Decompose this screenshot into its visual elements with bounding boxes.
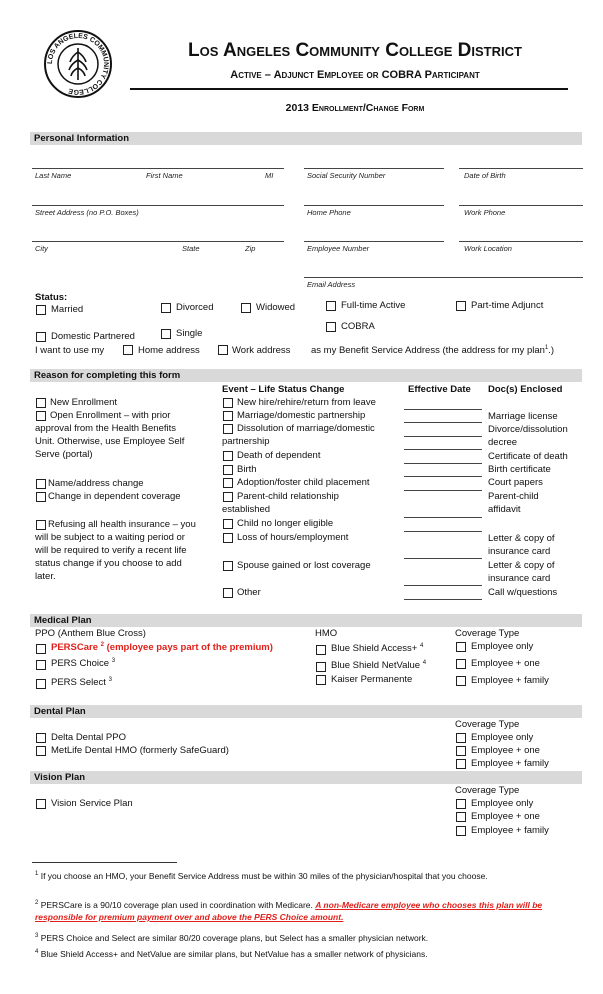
parttime-label: Part-time Adjunct <box>471 300 544 311</box>
doc-card-1: insurance card <box>488 546 551 557</box>
ssn-label: Social Security Number <box>307 171 386 180</box>
new-enrollment-checkbox[interactable] <box>36 398 46 408</box>
event-loss-hours-label: Loss of hours/employment <box>237 532 349 543</box>
reason-header: Reason for completing this form <box>30 369 582 382</box>
divorced-checkbox[interactable] <box>161 303 171 313</box>
widowed-label: Widowed <box>256 302 296 313</box>
personal-info-header: Personal Information <box>30 132 582 145</box>
city-line[interactable] <box>32 241 284 242</box>
home-address-label: Home address <box>138 345 200 356</box>
doc-birth: Birth certificate <box>488 464 551 475</box>
fulltime-label: Full-time Active <box>341 300 406 311</box>
event-parent-child-checkbox[interactable] <box>223 492 233 502</box>
kaiser-label: Kaiser Permanente <box>331 674 413 685</box>
employee-number-line[interactable] <box>304 241 444 242</box>
medical-employee-one-checkbox[interactable] <box>456 659 466 669</box>
vsp-label: Vision Service Plan <box>51 798 133 809</box>
city-label: City <box>35 244 48 253</box>
effective-date-line[interactable] <box>404 436 482 437</box>
street-line[interactable] <box>32 205 284 206</box>
netvalue-name: Blue Shield NetValue <box>331 660 421 672</box>
vision-employee-family-checkbox[interactable] <box>456 826 466 836</box>
effective-date-header: Effective Date <box>408 384 471 395</box>
footnote-1-text: If you choose an HMO, your Benefit Service Address must be within 30 miles of the physician/hospital that you choose. <box>40 870 488 881</box>
event-dissolution-checkbox[interactable] <box>223 424 233 434</box>
work-address-checkbox[interactable] <box>218 345 228 355</box>
mi-label: MI <box>265 171 274 180</box>
doc-call: Call w/questions <box>488 587 558 598</box>
zip-label: Zip <box>245 244 256 253</box>
email-label: Email Address <box>307 280 356 289</box>
home-phone-label: Home Phone <box>307 208 351 217</box>
last-name-label: Last Name <box>35 171 72 180</box>
event-parent-child-label: Parent-child relationship <box>237 491 339 502</box>
footnote-1 <box>35 868 565 882</box>
medical-coverage-type-label: Coverage Type <box>455 628 520 639</box>
perscare-name: PERSCare <box>51 642 98 654</box>
dental-employee-one-checkbox[interactable] <box>456 746 466 756</box>
dental-coverage-type-label: Coverage Type <box>455 719 520 730</box>
footnote-4 <box>35 946 565 960</box>
effective-date-line[interactable] <box>404 490 482 491</box>
effective-date-line[interactable] <box>404 585 482 586</box>
dob-label: Date of Birth <box>464 171 506 180</box>
effective-date-line[interactable] <box>404 599 482 600</box>
address-use-suffix-b: .) <box>548 345 555 357</box>
medical-employee-family-label: Employee + family <box>471 675 549 686</box>
event-child-ineligible-checkbox[interactable] <box>223 519 233 529</box>
ssn-line[interactable] <box>304 168 444 169</box>
perscare-checkbox[interactable] <box>36 644 46 654</box>
footnote-ref-3: 3 <box>108 677 112 683</box>
work-phone-label: Work Phone <box>464 208 506 217</box>
metlife-label: MetLife Dental HMO (formerly SafeGuard) <box>51 745 229 756</box>
refuse-insurance-checkbox[interactable] <box>36 520 46 530</box>
delta-dental-checkbox[interactable] <box>36 733 46 743</box>
name-change-label: Name/address change <box>48 478 144 489</box>
medical-employee-only-label: Employee only <box>471 641 534 652</box>
vision-employee-one-label: Employee + one <box>471 811 540 822</box>
event-spouse-coverage-checkbox[interactable] <box>223 561 233 571</box>
work-address-label: Work address <box>232 345 291 356</box>
vision-employee-one-checkbox[interactable] <box>456 812 466 822</box>
open-enrollment-label-4: Serve (portal) <box>35 449 93 460</box>
event-new-hire-checkbox[interactable] <box>223 398 233 408</box>
event-other-label: Other <box>237 587 261 598</box>
ppo-label: PPO (Anthem Blue Cross) <box>35 628 146 639</box>
open-enrollment-label-1: Open Enrollment – with prior <box>50 410 171 421</box>
open-enrollment-checkbox[interactable] <box>36 411 46 421</box>
footnote-2-number: 2 <box>35 900 39 906</box>
org-title: Los Angeles Community College District <box>188 40 522 61</box>
medical-employee-family-checkbox[interactable] <box>456 676 466 686</box>
metlife-checkbox[interactable] <box>36 746 46 756</box>
footnote-1-number: 1 <box>35 871 39 877</box>
footnote-ref-4: 4 <box>422 660 427 666</box>
refuse-label-1: Refusing all health insurance – you <box>48 519 196 530</box>
divorced-label: Divorced <box>176 302 214 313</box>
work-location-label: Work Location <box>464 244 512 253</box>
state-label: State <box>182 244 200 253</box>
pers-select-checkbox[interactable] <box>36 679 46 689</box>
home-phone-line[interactable] <box>304 205 444 206</box>
pers-select-name: PERS Select <box>51 677 106 689</box>
dob-line[interactable] <box>459 168 583 169</box>
hmo-label: HMO <box>315 628 338 639</box>
parttime-checkbox[interactable] <box>456 301 466 311</box>
name-change-checkbox[interactable] <box>36 479 46 489</box>
dependent-change-checkbox[interactable] <box>36 492 46 502</box>
event-dissolution-label: Dissolution of marriage/domestic <box>237 423 375 434</box>
footnote-3-number: 3 <box>35 933 39 939</box>
medical-employee-only-checkbox[interactable] <box>456 642 466 652</box>
access-plus-label <box>331 643 423 654</box>
event-spouse-coverage-label: Spouse gained or lost coverage <box>237 560 371 571</box>
doc-letter-1: Letter & copy of <box>488 533 555 544</box>
effective-date-line[interactable] <box>404 558 482 559</box>
status-label: Status: <box>35 292 68 303</box>
dental-employee-family-checkbox[interactable] <box>456 759 466 769</box>
vision-header: Vision Plan <box>30 771 582 784</box>
netvalue-label <box>331 660 426 671</box>
footnote-ref-4: 4 <box>420 643 424 649</box>
event-marriage-label: Marriage/domestic partnership <box>237 410 366 421</box>
footnote-4-number: 4 <box>35 949 39 955</box>
event-parent-child-label-2: established <box>222 504 271 515</box>
fulltime-checkbox[interactable] <box>326 301 336 311</box>
refuse-label-2: will be subject to a waiting period or <box>35 532 185 543</box>
work-phone-line[interactable] <box>459 205 583 206</box>
dental-header: Dental Plan <box>30 705 582 718</box>
effective-date-line[interactable] <box>404 409 482 410</box>
event-dissolution-label-2: partnership <box>222 436 270 447</box>
footnote-ref-2: 2 <box>100 642 104 648</box>
pers-choice-name: PERS Choice <box>51 658 110 670</box>
access-plus-checkbox[interactable] <box>316 645 326 655</box>
vision-coverage-type-label: Coverage Type <box>455 785 520 796</box>
doc-card-2: insurance card <box>488 573 551 584</box>
employee-number-label: Employee Number <box>307 244 370 253</box>
dental-employee-family-label: Employee + family <box>471 758 549 769</box>
email-line[interactable] <box>304 277 583 278</box>
vision-employee-family-label: Employee + family <box>471 825 549 836</box>
footnote-4-text: Blue Shield Access+ and NetValue are similar plans, but NetValue has a smaller network of physicians. <box>40 948 428 959</box>
medical-employee-one-label: Employee + one <box>471 658 540 669</box>
footnote-2-warning: A non-Medicare employee who chooses this plan will be responsible for premium payment over and above the PERS Choice amount. <box>35 899 543 922</box>
pers-choice-checkbox[interactable] <box>36 660 46 670</box>
dental-employee-one-label: Employee + one <box>471 745 540 756</box>
dependent-change-label: Change in dependent coverage <box>48 491 181 502</box>
event-death-label: Death of dependent <box>237 450 321 461</box>
footnote-3-text: PERS Choice and Select are similar 80/20 coverage plans, but Select has a smaller physician network. <box>40 932 429 943</box>
delta-dental-label: Delta Dental PPO <box>51 732 126 743</box>
single-checkbox[interactable] <box>161 329 171 339</box>
event-loss-hours-checkbox[interactable] <box>223 533 233 543</box>
effective-date-line[interactable] <box>404 531 482 532</box>
medical-header: Medical Plan <box>30 614 582 627</box>
doc-divorce: Divorce/dissolution <box>488 424 568 435</box>
domestic-label: Domestic Partnered <box>51 331 135 342</box>
footnote-3 <box>35 930 565 944</box>
dental-employee-only-checkbox[interactable] <box>456 733 466 743</box>
vsp-checkbox[interactable] <box>36 799 46 809</box>
perscare-label <box>51 642 273 653</box>
effective-date-line[interactable] <box>404 517 482 518</box>
vision-employee-only-checkbox[interactable] <box>456 799 466 809</box>
event-marriage-checkbox[interactable] <box>223 411 233 421</box>
effective-date-line[interactable] <box>404 476 482 477</box>
work-location-line[interactable] <box>459 241 583 242</box>
effective-date-line[interactable] <box>404 422 482 423</box>
event-header: Event – Life Status Change <box>222 384 345 395</box>
form-title: 2013 Enrollment/Change Form <box>285 102 425 114</box>
address-use-prefix: I want to use my <box>35 345 105 356</box>
effective-date-line[interactable] <box>404 463 482 464</box>
event-adoption-checkbox[interactable] <box>223 478 233 488</box>
married-label: Married <box>51 304 84 315</box>
refuse-label-5: later. <box>35 571 56 582</box>
refuse-label-4: status change if you choose to add <box>35 558 182 569</box>
footnote-2 <box>35 897 565 923</box>
pers-choice-label <box>51 658 115 669</box>
doc-court: Court papers <box>488 477 543 488</box>
address-use-suffix-a: as my Benefit Service Address (the address for my plan <box>311 345 545 357</box>
kaiser-checkbox[interactable] <box>316 675 326 685</box>
doc-decree: decree <box>488 437 518 448</box>
doc-death: Certificate of death <box>488 451 568 462</box>
cobra-checkbox[interactable] <box>326 322 336 332</box>
dental-employee-only-label: Employee only <box>471 732 534 743</box>
footnote-rule <box>32 862 177 863</box>
event-birth-label: Birth <box>237 464 257 475</box>
pers-select-label <box>51 677 112 688</box>
doc-parent-child: Parent-child <box>488 491 539 502</box>
home-address-checkbox[interactable] <box>123 345 133 355</box>
footnote-ref-1: 1 <box>544 345 549 351</box>
widowed-checkbox[interactable] <box>241 303 251 313</box>
event-other-checkbox[interactable] <box>223 588 233 598</box>
open-enrollment-label-2: approval from the Health Benefits <box>35 423 176 434</box>
new-enrollment-label: New Enrollment <box>50 397 118 408</box>
address-use-suffix <box>311 345 554 356</box>
docs-header: Doc(s) Enclosed <box>488 384 563 395</box>
name-line[interactable] <box>32 168 284 169</box>
header-rule <box>130 88 568 90</box>
domestic-checkbox[interactable] <box>36 332 46 342</box>
single-label: Single <box>176 328 203 339</box>
cobra-label: COBRA <box>341 321 375 332</box>
street-label: Street Address (no P.O. Boxes) <box>35 208 139 217</box>
effective-date-line[interactable] <box>404 449 482 450</box>
first-name-label: First Name <box>146 171 183 180</box>
access-plus-name: Blue Shield Access+ <box>331 643 418 655</box>
seal-text: LOS ANGELES COMMUNITY COLLEGE <box>46 32 110 96</box>
doc-marriage: Marriage license <box>488 411 558 422</box>
married-checkbox[interactable] <box>36 305 46 315</box>
event-death-checkbox[interactable] <box>223 451 233 461</box>
footnote-2-text: PERSCare is a 90/10 coverage plan used in coordination with Medicare. <box>40 899 313 910</box>
doc-affidavit: affidavit <box>488 504 521 515</box>
event-adoption-label: Adoption/foster child placement <box>237 477 370 488</box>
open-enrollment-label-3: Unit. Otherwise, use Employee Self <box>35 436 185 447</box>
district-seal <box>44 30 112 98</box>
vision-employee-only-label: Employee only <box>471 798 534 809</box>
perscare-note: (employee pays part of the premium) <box>106 642 273 654</box>
event-child-ineligible-label: Child no longer eligible <box>237 518 334 529</box>
netvalue-checkbox[interactable] <box>316 662 326 672</box>
refuse-label-3: will be required to verify a recent life <box>35 545 187 556</box>
subtitle: Active – Adjunct Employee or COBRA Participant <box>230 69 480 81</box>
doc-letter-2: Letter & copy of <box>488 560 555 571</box>
event-birth-checkbox[interactable] <box>223 465 233 475</box>
footnote-ref-3: 3 <box>111 658 116 664</box>
event-new-hire-label: New hire/rehire/return from leave <box>237 397 376 408</box>
